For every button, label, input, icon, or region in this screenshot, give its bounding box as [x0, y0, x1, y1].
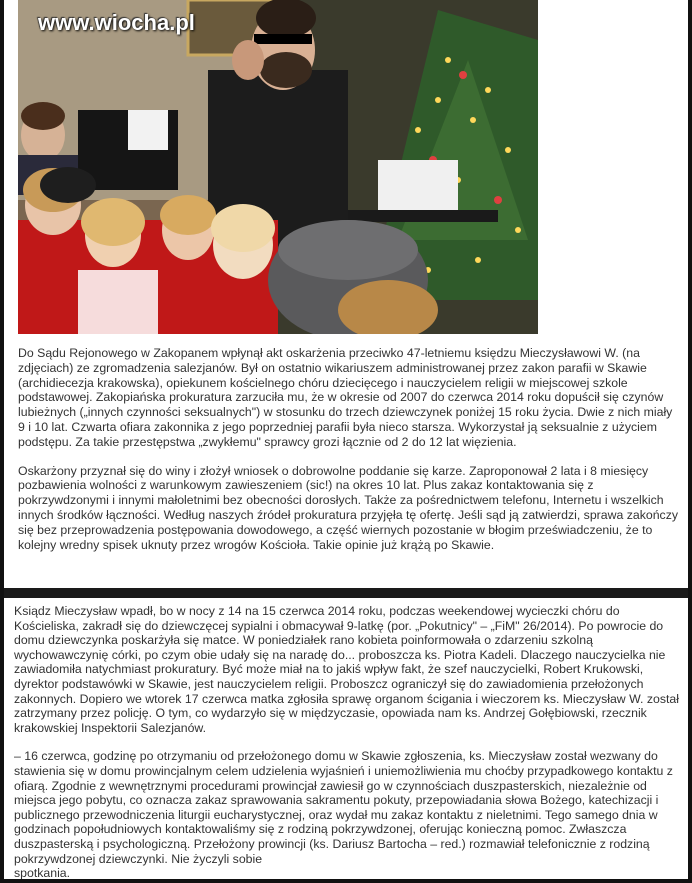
article-photo [18, 0, 538, 334]
article-paragraph-cut: spotkania. [14, 866, 71, 881]
article-paragraph: Do Sądu Rejonowego w Zakopanem wpłynął akt oskarżenia przeciwko 47-letniemu księdzu Mieczysławowi W. (na zdjęciach) ze zgromadzenia salezjanów. Był on ostatnio wikariuszem administrowanej przez zakon parafii w Skawie (archidiecezja krakowska), opiekunem kościelnego chóru dziecięcego i nauczycielem religii w miejscowej szkole podstawowej. Zakopiańska prokuratura zarzuciła mu, że w okresie od 2007 do czerwca 2014 roku dopuścił się czynów lubieżnych („innych czynności seksualnych") w stosunku do trzech dziewczynek poniżej 15 roku życia. Dwie z nich miały 9 i 10 lat. Czwarta ofiara zakonnika z jego poprzedniej parafii była nieco starsza. Wykorzystał ją seksualnie z użyciem podstępu. Za takie przestępstwa „zwykłemu" sprawcy grozi łącznie od 2 do 12 lat więzienia. [18, 346, 673, 449]
article-paragraph: Ksiądz Mieczysław wpadł, bo w nocy z 14 na 15 czerwca 2014 roku, podczas weekendowej wycieczki chóru do Kościeliska, zakradł się do dziewczęcej sypialni i obmacywał 9-latkę (por. „Pokutnicy" – „FiM" 26/2014). Po powrocie do domu dziewczynka poskarżyła się matce. W poniedziałek rano kobieta poinformowała o zdarzeniu szkolną wychowawczynię córki, po czym obie udały się na naradę do... proboszcza ks. Piotra Kadeli. Dlaczego nauczycielka nie zawiadomiła natychmiast prokuratury. Być może miał na to jakiś wpływ fakt, że szef nauczycielki, Robert Krukowski, dyrektor podstawówki w Skawie, jest nauczycielem religii. Proboszcz ograniczył się do zawiadomienia przełożonych zakonnych. Dopiero we wtorek 17 czerwca matka zgłosiła sprawę organom ścigania i wieczorem ks. Mieczysław W. został zatrzymany przez policję. O tym, co wydarzyło się w międzyczasie, opowiada nam ks. Andrzej Gołębiowski, rzecznik krakowskiej Inspektorii Salezjanów. [14, 604, 679, 735]
watermark-text: www.wiocha.pl [38, 10, 195, 35]
section-separator [0, 588, 692, 598]
article-paragraph: – 16 czerwca, godzinę po otrzymaniu od przełożonego domu w Skawie zgłoszenia, ks. Mieczysław został wezwany do stawienia się w domu prowincjalnym celem udzielenia wyjaśnień i uniemożliwienia mu choćby przypadkowego kontaktu z ofiarą. Zgodnie z wewnętrznymi procedurami prowincjał zawiesił go w czynnościach duszpasterskich, niezależnie od miejsca jego pobytu, co oznacza zakaz sprawowania sakramentu pokuty, przepowiadania słowa Bożego, katechizacji i publicznego przewodniczenia liturgii eucharystycznej, oraz wydał mu zakaz kontaktu z nieletnimi. Tego samego dnia w godzinach popołudniowych kontaktowaliśmy się z rodziną pokrzywdzonej, oferując konieczną pomoc. Zwłaszcza duszpasterską i psychologiczną. Przełożony prowincji (ks. Dariusz Bartocha – red.) rozmawiał telefonicznie z rodziną pokrzywdzonej dziewczynki. Nie życzyli sobie [14, 749, 673, 866]
article-bottom-section [14, 604, 682, 880]
photo-illustration [18, 0, 538, 334]
article-top-section [18, 346, 680, 566]
article-paragraph: Oskarżony przyznał się do winy i złożył wniosek o dobrowolne poddanie się karze. Zaproponował 2 lata i 8 miesięcy pozbawienia wolności z warunkowym zawieszeniem (sic!) na okres 10 lat. Plus zakaz kontaktowania się z pokrzywdzonymi i innymi małoletnimi bez obecności dorosłych. Także za pośrednictwem telefonu, Internetu i wszelkich innych środków łączności. Według naszych źródeł prokuratura przyjęła tę ofertę. Jeśli sąd ją zatwierdzi, sprawa zakończy się bez przeprowadzenia postępowania dowodowego, a część wiernych pozostanie w błogim przeświadczeniu, że to kolejny wredny spisek uknuty przez wrogów Kościoła. Takie opinie już krążą po Skawie. [18, 463, 679, 552]
